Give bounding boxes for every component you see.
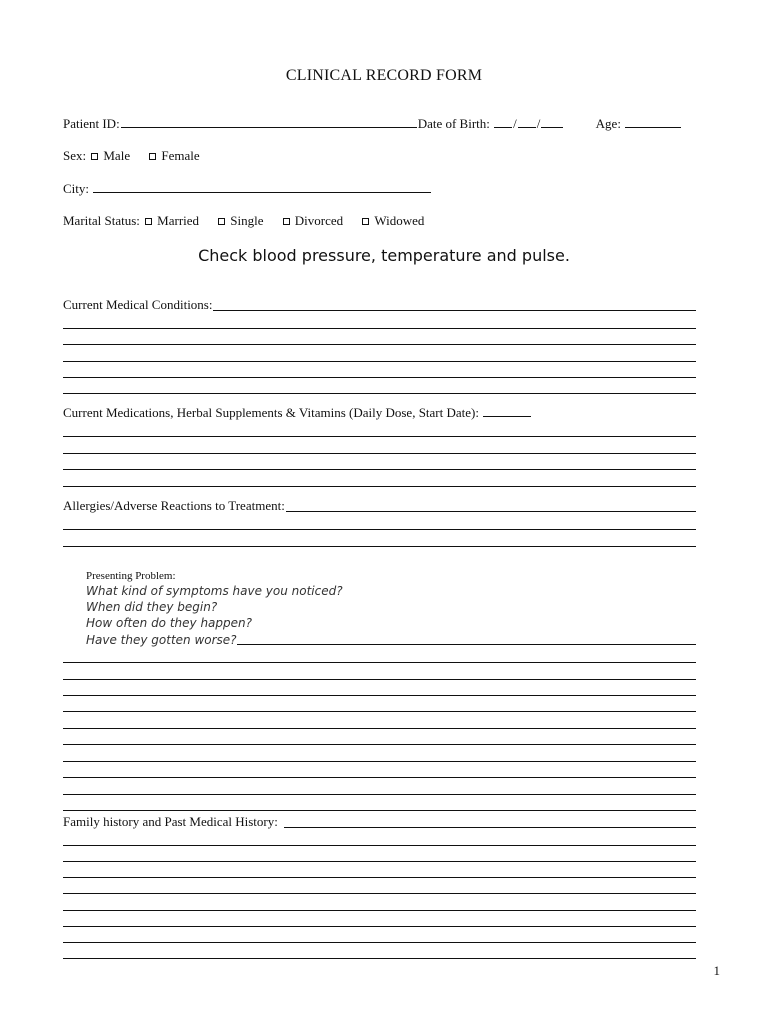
patient-id-label: Patient ID: [63, 116, 120, 131]
patient-id-field[interactable] [121, 116, 417, 128]
sex-male-checkbox[interactable] [91, 153, 98, 160]
presenting-line[interactable] [63, 777, 696, 778]
conditions-row [63, 297, 696, 313]
marital-option-label: Divorced [294, 213, 344, 228]
page-number: 1 [713, 963, 720, 978]
family-history-line[interactable] [63, 958, 696, 959]
presenting-line[interactable] [63, 761, 696, 762]
city-row [63, 181, 432, 197]
marital-divorced-checkbox[interactable] [283, 218, 290, 225]
conditions-line[interactable] [63, 361, 696, 362]
city-label: City: [63, 181, 90, 196]
marital-status-label: Marital Status: [63, 213, 140, 228]
medications-line[interactable] [63, 453, 696, 454]
dob-separator: / [536, 116, 541, 131]
sex-label: Sex: [63, 148, 87, 163]
marital-option-label: Widowed [374, 213, 425, 228]
marital-status-row [63, 213, 438, 229]
marital-option-label: Married [157, 213, 200, 228]
allergies-line[interactable] [63, 546, 696, 547]
family-history-field[interactable] [284, 827, 696, 828]
allergies-row [63, 498, 696, 514]
vitals-notice: Check blood pressure, temperature and pulse. [198, 246, 570, 265]
dob-month-field[interactable] [494, 116, 512, 128]
family-history-line[interactable] [63, 942, 696, 943]
conditions-line[interactable] [63, 344, 696, 345]
age-field[interactable] [625, 116, 681, 128]
presenting-line[interactable] [63, 662, 696, 663]
presenting-line[interactable] [63, 744, 696, 745]
family-history-line[interactable] [63, 877, 696, 878]
presenting-question: How often do they happen? [86, 616, 253, 630]
medications-line[interactable] [63, 469, 696, 470]
presenting-line[interactable] [63, 810, 696, 811]
presenting-problem-label: Presenting Problem: [86, 570, 176, 582]
presenting-line[interactable] [63, 711, 696, 712]
marital-widowed-checkbox[interactable] [362, 218, 369, 225]
family-history-line[interactable] [63, 861, 696, 862]
presenting-question: When did they begin? [86, 600, 218, 614]
allergies-field[interactable] [286, 511, 696, 512]
family-history-line[interactable] [63, 845, 696, 846]
presenting-problem-field[interactable] [237, 644, 696, 645]
conditions-line[interactable] [63, 328, 696, 329]
marital-option-label: Single [230, 213, 264, 228]
family-history-label: Family history and Past Medical History: [63, 814, 278, 829]
presenting-question: Have they gotten worse? [86, 633, 237, 647]
conditions-line[interactable] [63, 377, 696, 378]
conditions-line[interactable] [63, 393, 696, 394]
sex-option-label: Female [161, 148, 200, 163]
family-history-row [63, 814, 696, 830]
presenting-question-row [86, 633, 696, 647]
presenting-line[interactable] [63, 728, 696, 729]
family-history-line[interactable] [63, 926, 696, 927]
medications-row [63, 405, 532, 421]
family-history-line[interactable] [63, 893, 696, 894]
medications-line[interactable] [63, 436, 696, 437]
dob-separator: / [513, 116, 517, 131]
sex-female-checkbox[interactable] [149, 153, 156, 160]
sex-option-label: Male [103, 148, 131, 163]
medications-field[interactable] [483, 405, 531, 417]
dob-label: Date of Birth: [417, 116, 490, 131]
presenting-line[interactable] [63, 695, 696, 696]
dob-day-field[interactable] [518, 116, 536, 128]
form-title: CLINICAL RECORD FORM [285, 67, 483, 84]
medications-line[interactable] [63, 486, 696, 487]
family-history-line[interactable] [63, 910, 696, 911]
dob-year-field[interactable] [541, 116, 563, 128]
presenting-question: What kind of symptoms have you noticed? [86, 584, 343, 598]
patient-info-row [63, 116, 682, 132]
city-field[interactable] [93, 181, 431, 193]
presenting-line[interactable] [63, 794, 696, 795]
allergies-line[interactable] [63, 529, 696, 530]
presenting-line[interactable] [63, 679, 696, 680]
allergies-label: Allergies/Adverse Reactions to Treatment: [63, 498, 285, 513]
marital-married-checkbox[interactable] [145, 218, 152, 225]
medications-label: Current Medications, Herbal Supplements & Vitamins (Daily Dose, Start Date): [63, 405, 479, 420]
marital-single-checkbox[interactable] [218, 218, 225, 225]
age-label: Age: [595, 116, 621, 131]
conditions-label: Current Medical Conditions: [63, 297, 213, 312]
conditions-field[interactable] [213, 310, 696, 311]
sex-row [63, 148, 214, 164]
